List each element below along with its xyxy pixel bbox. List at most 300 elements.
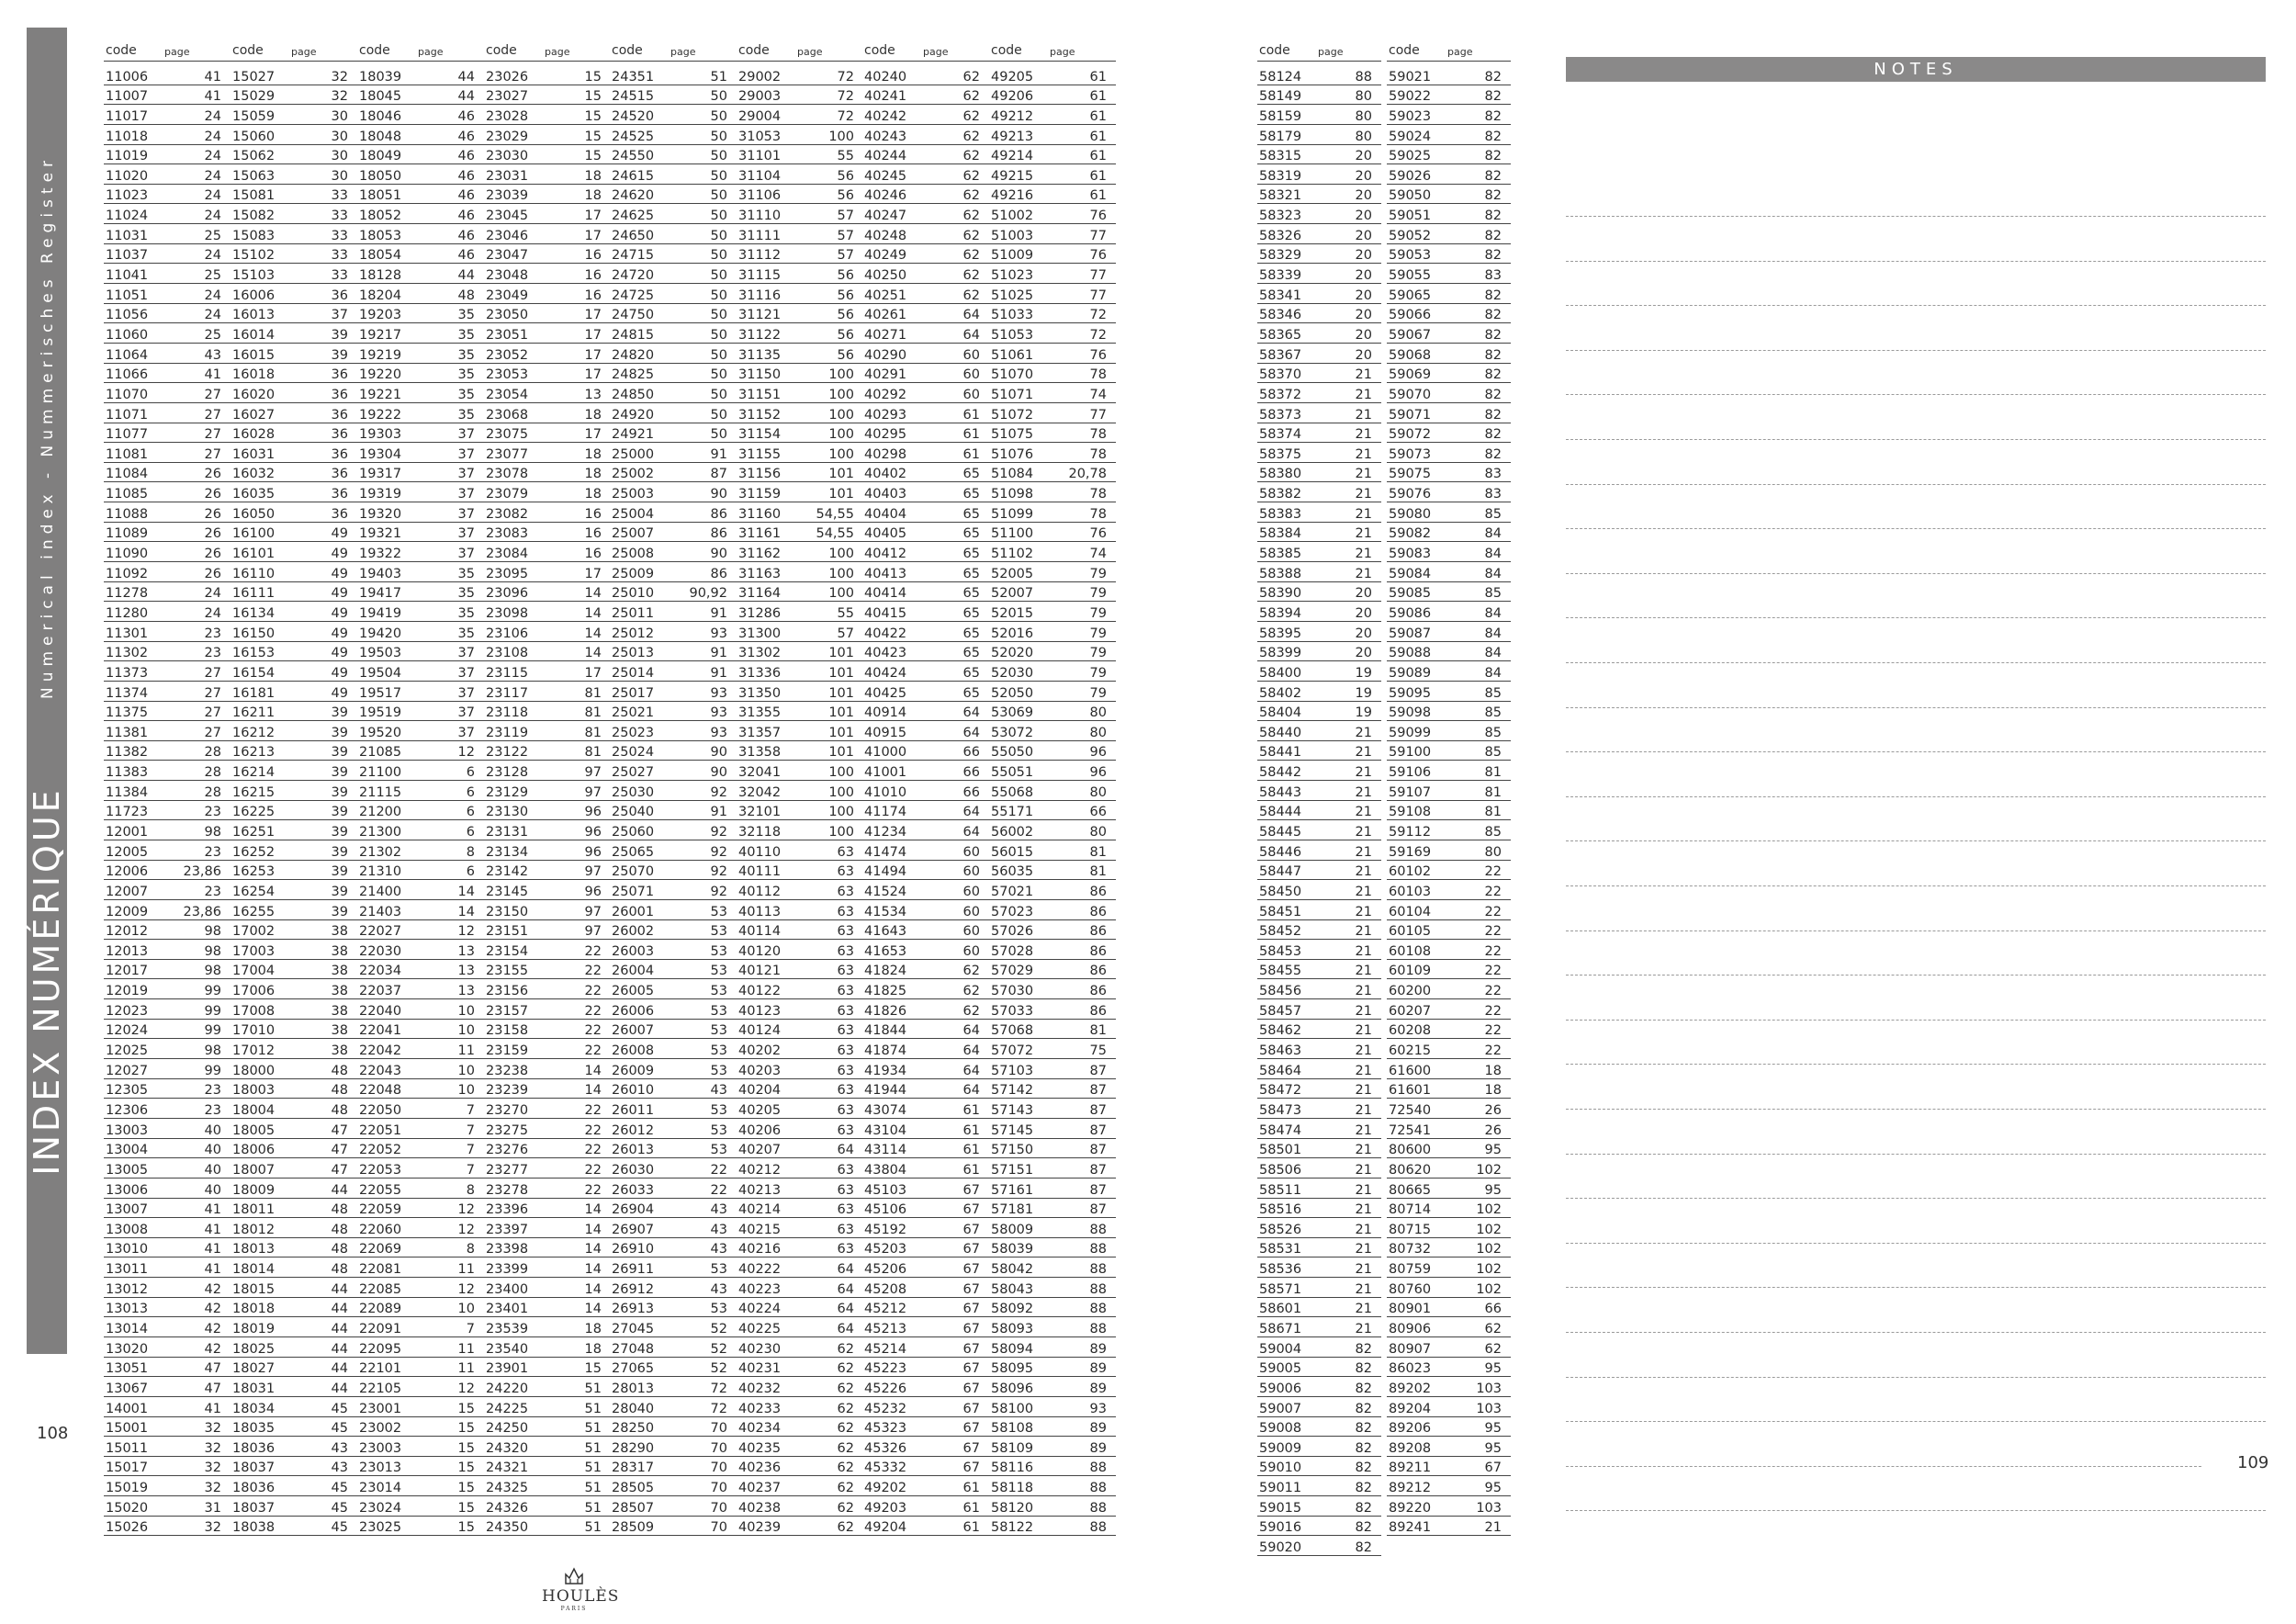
row-page: 85 (1484, 685, 1502, 701)
row-code: 58536 (1259, 1262, 1302, 1278)
row-page: 14 (584, 1302, 602, 1317)
row-code: 18005 (232, 1122, 276, 1138)
row-page: 103 (1476, 1401, 1502, 1416)
index-row (1257, 1437, 1381, 1457)
row-code: 16015 (232, 347, 276, 363)
row-code: 18011 (232, 1202, 276, 1218)
row-code: 11071 (106, 407, 149, 423)
row-page: 102 (1476, 1262, 1502, 1278)
row-page: 84 (1484, 646, 1502, 661)
row-code: 40244 (864, 149, 907, 164)
index-row (1257, 364, 1381, 384)
index-row (357, 1317, 484, 1337)
row-code: 31122 (738, 327, 782, 343)
index-row (104, 741, 231, 761)
row-page: 88 (1355, 69, 1372, 85)
index-row (862, 861, 989, 881)
row-code: 40232 (738, 1381, 782, 1396)
row-code: 23029 (486, 129, 529, 144)
row-code: 15103 (232, 268, 276, 284)
row-page: 91 (710, 805, 727, 820)
row-code: 58440 (1259, 725, 1302, 740)
row-code: 41824 (864, 964, 907, 979)
row-page: 62 (837, 1421, 854, 1437)
index-row (231, 1257, 357, 1278)
row-page: 26 (204, 506, 221, 522)
row-code: 40123 (738, 1003, 782, 1019)
index-row (862, 582, 989, 603)
index-row (1257, 999, 1381, 1020)
row-code: 12012 (106, 924, 149, 940)
index-row (989, 1158, 1116, 1179)
index-row (862, 682, 989, 702)
row-code: 43104 (864, 1122, 907, 1138)
row-page: 62 (962, 288, 980, 303)
row-page: 86 (1089, 884, 1107, 899)
row-code: 40425 (864, 685, 907, 701)
row-page: 42 (204, 1281, 221, 1297)
header-page: page (923, 46, 949, 58)
row-page: 82 (1355, 1520, 1372, 1536)
index-row (357, 979, 484, 999)
row-page: 84 (1484, 665, 1502, 681)
row-page: 28 (204, 745, 221, 761)
row-page: 15 (584, 129, 602, 144)
row-code: 40414 (864, 586, 907, 602)
index-row (1387, 185, 1511, 205)
row-code: 11023 (106, 188, 149, 204)
row-code: 11051 (106, 288, 149, 303)
note-line (1566, 1243, 2266, 1244)
row-code: 40222 (738, 1262, 782, 1278)
header-page: page (797, 46, 823, 58)
row-page: 23 (204, 1083, 221, 1099)
row-page: 87 (1089, 1063, 1107, 1078)
row-page: 72 (1089, 308, 1107, 323)
row-page: 78 (1089, 506, 1107, 522)
row-code: 18037 (232, 1500, 276, 1516)
row-code: 18051 (359, 188, 402, 204)
row-code: 23025 (359, 1520, 402, 1536)
index-row (484, 999, 611, 1020)
row-page: 88 (1089, 1222, 1107, 1237)
index-row (104, 463, 231, 483)
row-page: 97 (584, 904, 602, 919)
index-row (862, 125, 989, 145)
row-code: 40239 (738, 1520, 782, 1536)
row-code: 23002 (359, 1421, 402, 1437)
row-code: 16111 (232, 586, 276, 602)
index-row (104, 1119, 231, 1139)
index-row (989, 145, 1116, 165)
index-row (484, 940, 611, 960)
index-row (1387, 920, 1511, 941)
index-row (1387, 443, 1511, 463)
index-column (484, 40, 611, 1536)
index-row (357, 502, 484, 523)
row-page: 20 (1355, 347, 1372, 363)
row-code: 56015 (991, 844, 1034, 860)
index-row (357, 861, 484, 881)
index-row (484, 900, 611, 920)
index-row (231, 1437, 357, 1457)
row-code: 24850 (612, 387, 655, 402)
index-row (484, 383, 611, 403)
row-code: 23095 (486, 566, 529, 581)
row-page: 21 (1355, 1083, 1372, 1099)
row-code: 45223 (864, 1361, 907, 1377)
index-row (357, 1020, 484, 1040)
row-page: 21 (1355, 1202, 1372, 1218)
row-code: 15029 (232, 89, 276, 105)
note-line (1566, 1287, 2266, 1288)
row-page: 88 (1089, 1481, 1107, 1496)
row-page: 70 (710, 1481, 727, 1496)
row-code: 26907 (612, 1222, 655, 1237)
row-code: 23238 (486, 1063, 529, 1078)
index-column (1387, 40, 1511, 1536)
index-row (1257, 105, 1381, 125)
row-code: 58446 (1259, 844, 1302, 860)
note-line (1566, 350, 2266, 351)
row-code: 26002 (612, 924, 655, 940)
index-row (862, 164, 989, 185)
row-page: 61 (1089, 188, 1107, 204)
row-code: 51071 (991, 387, 1034, 402)
index-row (989, 1099, 1116, 1119)
index-row (1257, 801, 1381, 821)
row-code: 40293 (864, 407, 907, 423)
row-code: 15017 (106, 1460, 149, 1476)
row-page: 61 (962, 1481, 980, 1496)
index-row (1387, 1218, 1511, 1238)
index-row (610, 940, 737, 960)
row-page: 57 (837, 248, 854, 264)
row-page: 67 (962, 1182, 980, 1198)
row-code: 58321 (1259, 188, 1302, 204)
index-row (737, 1199, 863, 1219)
row-code: 58455 (1259, 964, 1302, 979)
index-row (862, 383, 989, 403)
row-code: 89202 (1389, 1381, 1432, 1396)
row-page: 97 (584, 924, 602, 940)
row-page: 54,55 (816, 506, 854, 522)
row-code: 24220 (486, 1381, 529, 1396)
row-code: 26912 (612, 1281, 655, 1297)
row-page: 81 (1484, 805, 1502, 820)
row-page: 74 (1089, 387, 1107, 402)
index-row (357, 1437, 484, 1457)
index-row (1387, 721, 1511, 741)
row-code: 11081 (106, 446, 149, 462)
row-page: 26 (204, 547, 221, 562)
index-row (484, 323, 611, 344)
row-code: 59072 (1389, 427, 1432, 443)
index-row (737, 304, 863, 324)
row-code: 23051 (486, 327, 529, 343)
row-code: 11092 (106, 566, 149, 581)
row-code: 40298 (864, 446, 907, 462)
row-code: 26911 (612, 1262, 655, 1278)
row-page: 67 (962, 1262, 980, 1278)
row-page: 82 (1484, 327, 1502, 343)
row-page: 82 (1484, 367, 1502, 383)
row-code: 55068 (991, 784, 1034, 800)
row-code: 11041 (106, 268, 149, 284)
index-row (231, 185, 357, 205)
row-page: 12 (457, 924, 475, 940)
index-row (862, 1079, 989, 1100)
row-page: 86 (710, 526, 727, 542)
index-row (231, 1039, 357, 1059)
index-row (862, 1496, 989, 1517)
note-line (1566, 751, 2266, 752)
index-row (104, 602, 231, 622)
row-page: 20 (1355, 308, 1372, 323)
row-code: 11089 (106, 526, 149, 542)
row-code: 57029 (991, 964, 1034, 979)
row-page: 63 (837, 1043, 854, 1059)
row-page: 6 (466, 765, 475, 781)
brand-name: HOULÈS (542, 1587, 620, 1606)
row-code: 18007 (232, 1162, 276, 1178)
row-page: 65 (962, 467, 980, 482)
row-page: 64 (962, 1043, 980, 1059)
row-code: 58092 (991, 1302, 1034, 1317)
row-code: 59100 (1389, 745, 1432, 761)
index-row (357, 1337, 484, 1358)
index-row (104, 999, 231, 1020)
row-code: 40224 (738, 1302, 782, 1317)
row-page: 15 (584, 69, 602, 85)
row-code: 51002 (991, 209, 1034, 224)
row-page: 82 (1355, 1481, 1372, 1496)
index-row (737, 383, 863, 403)
row-page: 18 (584, 487, 602, 502)
index-row (484, 344, 611, 364)
row-page: 22 (1484, 943, 1502, 959)
row-page: 65 (962, 626, 980, 641)
row-page: 15 (457, 1401, 475, 1416)
row-page: 89 (1089, 1440, 1107, 1456)
index-row (1387, 940, 1511, 960)
index-row (484, 284, 611, 304)
row-code: 21100 (359, 765, 402, 781)
row-code: 31154 (738, 427, 782, 443)
row-page: 79 (1089, 626, 1107, 641)
row-code: 23239 (486, 1083, 529, 1099)
row-page: 63 (837, 1182, 854, 1198)
row-code: 58319 (1259, 168, 1302, 184)
index-row (1387, 1119, 1511, 1139)
row-code: 80906 (1389, 1322, 1432, 1336)
index-row (104, 185, 231, 205)
row-code: 18048 (359, 129, 402, 144)
row-code: 23540 (486, 1341, 529, 1357)
index-row (989, 642, 1116, 662)
row-code: 23130 (486, 805, 529, 820)
row-code: 23154 (486, 943, 529, 959)
row-code: 40422 (864, 626, 907, 641)
row-code: 59112 (1389, 824, 1432, 840)
index-row (1387, 65, 1511, 85)
row-page: 79 (1089, 665, 1107, 681)
row-code: 40111 (738, 864, 782, 880)
row-page: 102 (1476, 1222, 1502, 1237)
row-code: 40247 (864, 209, 907, 224)
row-code: 23028 (486, 108, 529, 124)
row-page: 46 (457, 108, 475, 124)
row-code: 40405 (864, 526, 907, 542)
index-row (737, 1257, 863, 1278)
index-row (989, 900, 1116, 920)
index-row (231, 960, 357, 980)
index-row (357, 999, 484, 1020)
row-code: 18039 (359, 69, 402, 85)
row-code: 19219 (359, 347, 402, 363)
index-row (1387, 781, 1511, 801)
row-code: 45226 (864, 1381, 907, 1396)
index-row (357, 1119, 484, 1139)
row-code: 40250 (864, 268, 907, 284)
row-code: 58375 (1259, 446, 1302, 462)
index-row (357, 364, 484, 384)
row-code: 58571 (1259, 1281, 1302, 1297)
row-code: 13004 (106, 1143, 149, 1158)
row-page: 39 (331, 725, 348, 740)
row-page: 35 (457, 586, 475, 602)
row-code: 23270 (486, 1102, 529, 1118)
row-code: 58384 (1259, 526, 1302, 542)
index-row (231, 1199, 357, 1219)
row-code: 40243 (864, 129, 907, 144)
row-code: 16254 (232, 884, 276, 899)
row-code: 60207 (1389, 1003, 1432, 1019)
row-page: 90 (710, 487, 727, 502)
index-row (862, 65, 989, 85)
row-page: 82 (1355, 1341, 1372, 1357)
index-row (104, 383, 231, 403)
header-page: page (1447, 46, 1473, 58)
row-code: 23157 (486, 1003, 529, 1019)
index-row (1257, 164, 1381, 185)
row-code: 51003 (991, 228, 1034, 243)
row-page: 15 (584, 149, 602, 164)
row-page: 62 (962, 209, 980, 224)
row-page: 100 (828, 784, 854, 800)
row-page: 41 (204, 69, 221, 85)
index-row (610, 323, 737, 344)
index-row (231, 1476, 357, 1496)
row-page: 31 (204, 1500, 221, 1516)
row-code: 22055 (359, 1182, 402, 1198)
row-page: 99 (204, 1023, 221, 1039)
index-column (1257, 40, 1381, 1556)
index-row (737, 85, 863, 106)
note-line (1566, 305, 2266, 306)
index-row (610, 1496, 737, 1517)
index-row (989, 861, 1116, 881)
row-code: 89204 (1389, 1401, 1432, 1416)
row-page: 47 (331, 1143, 348, 1158)
index-row (862, 1059, 989, 1079)
row-page: 17 (584, 665, 602, 681)
row-code: 58159 (1259, 108, 1302, 124)
index-row (231, 1278, 357, 1298)
index-row (1257, 781, 1381, 801)
index-row (231, 65, 357, 85)
row-page: 83 (1484, 487, 1502, 502)
row-code: 23158 (486, 1023, 529, 1039)
index-row (737, 920, 863, 941)
row-page: 77 (1089, 268, 1107, 284)
row-code: 11020 (106, 168, 149, 184)
index-row (989, 542, 1116, 562)
index-row (1257, 602, 1381, 622)
index-row (737, 344, 863, 364)
index-row (104, 1199, 231, 1219)
row-code: 40215 (738, 1222, 782, 1237)
row-page: 37 (457, 467, 475, 482)
row-code: 41524 (864, 884, 907, 899)
row-code: 89208 (1389, 1440, 1432, 1456)
row-code: 59095 (1389, 685, 1432, 701)
row-code: 24820 (612, 347, 655, 363)
index-row (737, 661, 863, 682)
row-code: 11006 (106, 69, 149, 85)
index-row (484, 1377, 611, 1397)
row-page: 80 (1089, 705, 1107, 721)
index-row (1257, 622, 1381, 642)
index-row (1257, 960, 1381, 980)
row-page: 49 (331, 586, 348, 602)
row-page: 12 (457, 1222, 475, 1237)
row-page: 85 (1484, 824, 1502, 840)
row-code: 16134 (232, 605, 276, 621)
row-page: 87 (1089, 1202, 1107, 1218)
row-code: 24615 (612, 168, 655, 184)
row-code: 89220 (1389, 1500, 1432, 1516)
row-page: 92 (710, 844, 727, 860)
row-page: 18 (584, 467, 602, 482)
index-row (231, 622, 357, 642)
row-page: 39 (331, 824, 348, 840)
row-page: 22 (584, 1182, 602, 1198)
index-row (104, 582, 231, 603)
index-row (357, 682, 484, 702)
note-line (1566, 261, 2266, 262)
index-row (610, 542, 737, 562)
row-page: 66 (1089, 805, 1107, 820)
row-code: 59107 (1389, 784, 1432, 800)
row-code: 59106 (1389, 765, 1432, 781)
row-page: 97 (584, 784, 602, 800)
row-page: 97 (584, 864, 602, 880)
row-page: 15 (584, 1361, 602, 1377)
row-code: 23159 (486, 1043, 529, 1059)
row-page: 22 (584, 1122, 602, 1138)
row-code: 26009 (612, 1063, 655, 1078)
row-code: 60108 (1389, 943, 1432, 959)
row-code: 23026 (486, 69, 529, 85)
row-page: 22 (584, 964, 602, 979)
row-page: 24 (204, 209, 221, 224)
row-code: 58009 (991, 1222, 1034, 1237)
index-row (610, 861, 737, 881)
header-page: page (291, 46, 317, 58)
row-page: 72 (710, 1401, 727, 1416)
index-row (610, 979, 737, 999)
